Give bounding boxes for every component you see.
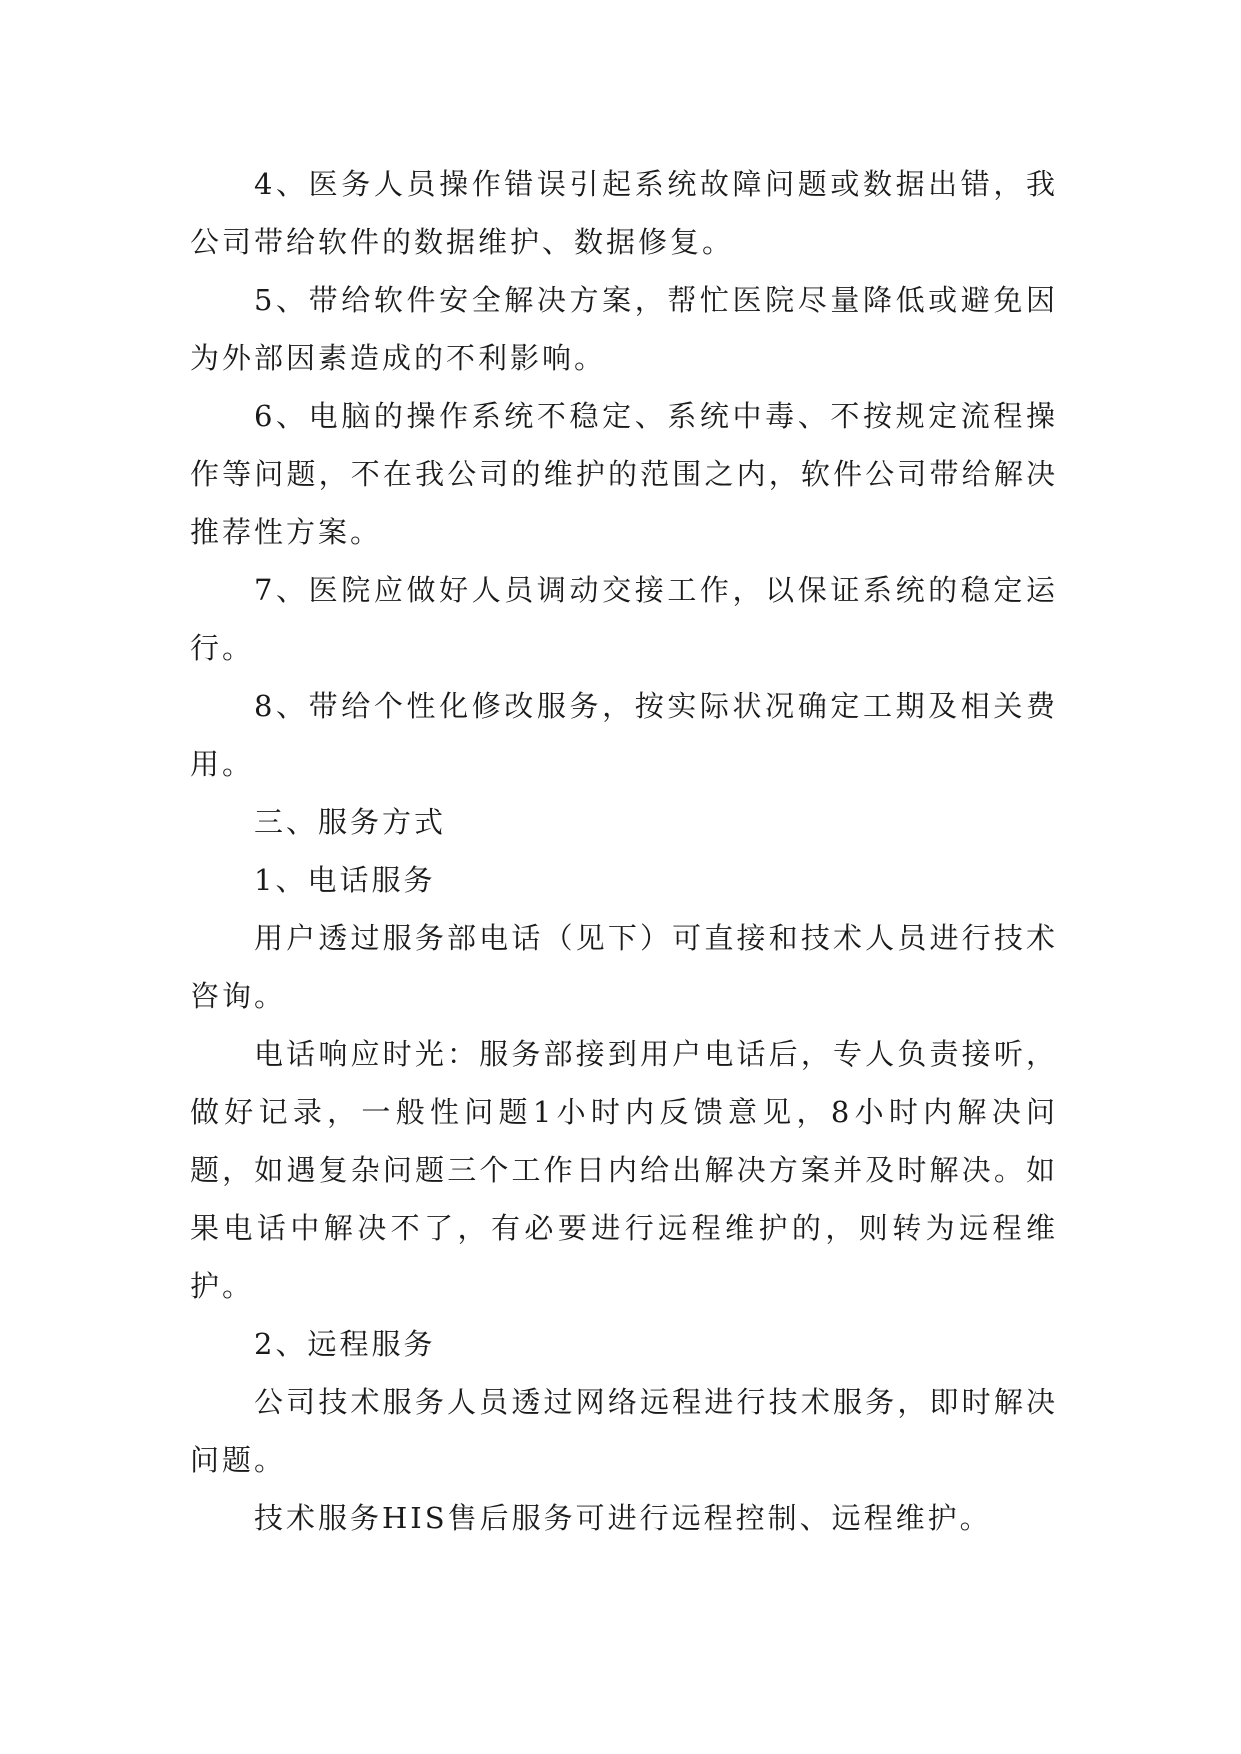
subheading-phone-service: 1、电话服务 bbox=[254, 863, 436, 897]
section-heading-service-method: 三、服务方式 bbox=[254, 805, 447, 839]
paragraph-remote-service: 公司技术服务人员透过网络远程进行技术服务，即时解决问题。 bbox=[190, 1385, 1058, 1477]
paragraph-item-8: 8、带给个性化修改服务，按实际状况确定工期及相关费用。 bbox=[190, 689, 1058, 781]
paragraph-item-6: 6、电脑的操作系统不稳定、系统中毒、不按规定流程操作等问题，不在我公司的维护的范围之内，软件公司带给解决推荐性方案。 bbox=[190, 399, 1058, 549]
paragraph-phone-response: 电话响应时光：服务部接到用户电话后，专人负责接听，做好记录，一般性问题1小时内反馈意见，8小时内解决问题，如遇复杂问题三个工作日内给出解决方案并及时解决。如果电话中解决不了，有必要进行远程维护的，则转为远程维护。 bbox=[190, 1037, 1058, 1303]
paragraph-phone-consult: 用户透过服务部电话（见下）可直接和技术人员进行技术咨询。 bbox=[190, 921, 1058, 1013]
paragraph-remote-control: 技术服务HIS售后服务可进行远程控制、远程维护。 bbox=[254, 1501, 992, 1535]
paragraph-item-4: 4、医务人员操作错误引起系统故障问题或数据出错，我公司带给软件的数据维护、数据修复。 bbox=[190, 167, 1058, 259]
document-body bbox=[190, 155, 1058, 1547]
paragraph-item-5: 5、带给软件安全解决方案，帮忙医院尽量降低或避免因为外部因素造成的不利影响。 bbox=[190, 283, 1058, 375]
paragraph-item-7: 7、医院应做好人员调动交接工作，以保证系统的稳定运行。 bbox=[190, 573, 1058, 665]
subheading-remote-service: 2、远程服务 bbox=[254, 1327, 436, 1361]
